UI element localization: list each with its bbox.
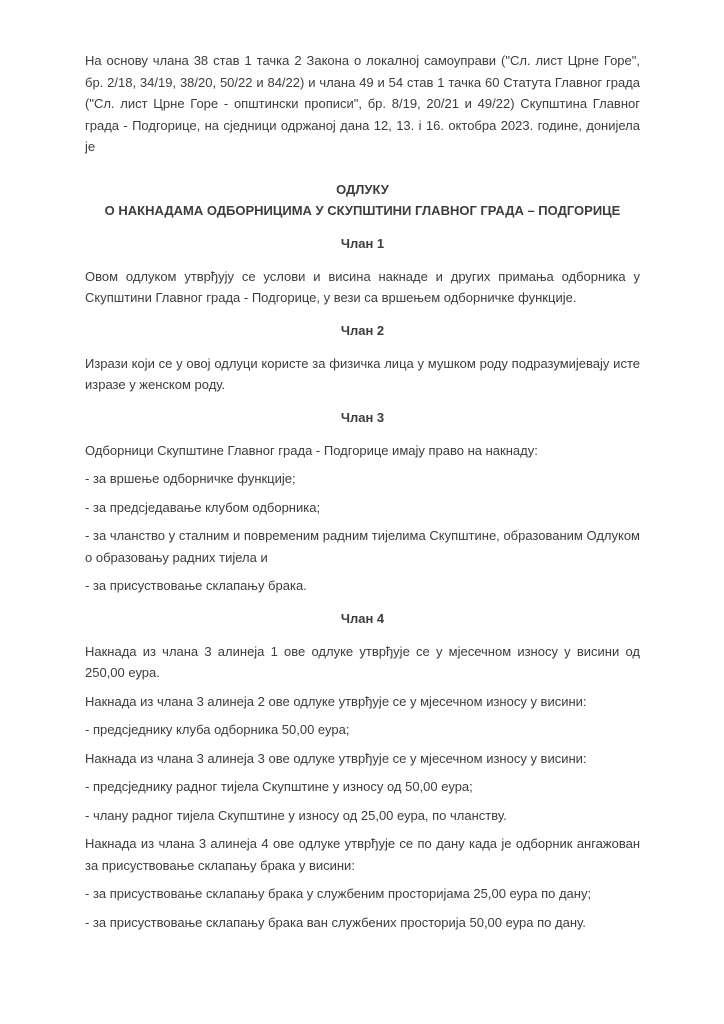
article-4-paragraph-1: Накнада из члана 3 алинеја 1 ове одлуке утврђује се у мјесечном износу у висини од 250,00 еура.: [85, 643, 640, 680]
decision-title: ОДЛУКУ: [336, 181, 389, 197]
article-3-bullet-3: - за чланство у сталним и повременим радним тијелима Скупштине, образованим Одлуком о образовању радних тијела и: [85, 528, 640, 565]
article-4: [85, 608, 640, 934]
article-2-paragraph: Изрази који се у овој одлуци користе за физичка лица у мушком роду подразумијевају исте изразе у женском роду.: [85, 355, 640, 392]
article-4-bullet-5: - за присуствовање склапању брака ван службених просторија 50,00 еура по дану.: [85, 914, 586, 930]
article-4-bullet-3: - члану радног тијела Скупштине у износу од 25,00 еура, по чланству.: [85, 807, 507, 823]
article-1: [85, 233, 640, 309]
article-1-paragraph: Овом одлуком утврђују се услови и висина накнаде и других примања одборника у Скупштини Главног града - Подгорице, у вези са вршењем одборничке функције.: [85, 268, 640, 305]
article-3-bullet-2: - за предсједавање клубом одборника;: [85, 499, 321, 515]
article-3-lead-paragraph: Одборници Скупштине Главног града - Подгорице имају право на накнаду:: [85, 442, 538, 458]
intro-paragraph: На основу члана 38 став 1 тачка 2 Закона о локалној самоуправи ("Сл. лист Црне Горе", бр. 2/18, 34/19, 38/20, 50/22 и 84/22) и члана 49 и 54 став 1 тачка 60 Статута Главног града ("Сл. лист Црне Горе - општински прописи", бр. 8/19, 20/21 и 49/22) Скупштина Главног града - Подгорице, на сједници одржаној дана 12, 13. i 16. октобра 2023. године, донијела је: [85, 53, 640, 154]
decision-title-block: [85, 179, 640, 221]
article-3-bullet-1: - за вршење одборничке функције;: [85, 471, 296, 486]
article-1-heading: Члан 1: [340, 235, 385, 251]
decision-subtitle: О НАКНАДАМА ОДБОРНИЦИМА У СКУПШТИНИ ГЛАВНОГ ГРАДА – ПОДГОРИЦЕ: [104, 202, 621, 218]
article-3: [85, 407, 640, 597]
article-3-bullet-4: - за присуствовање склапању брака.: [85, 578, 307, 593]
article-4-bullet-2: - предсједнику радног тијела Скупштине у износу од 50,00 еура;: [85, 779, 473, 794]
article-4-heading: Члан 4: [340, 610, 385, 626]
article-3-heading: Члан 3: [340, 409, 385, 425]
article-4-bullet-1: - предсједнику клуба одборника 50,00 еура;: [85, 722, 350, 737]
article-4-bullet-4: - за присуствовање склапању брака у службеним просторијама 25,00 еура по дану;: [85, 886, 592, 901]
article-4-paragraph-2: Накнада из члана 3 алинеја 2 ове одлуке утврђује се у мјесечном износу у висини:: [85, 693, 587, 709]
article-4-paragraph-4: Накнада из члана 3 алинеја 4 ове одлуке утврђује се по дану када је одборник ангажован за присуствовање склапању брака у висини:: [85, 836, 640, 873]
article-2: [85, 320, 640, 396]
article-4-paragraph-3: Накнада из члана 3 алинеја 3 ове одлуке утврђује се у мјесечном износу у висини:: [85, 750, 587, 766]
article-2-heading: Члан 2: [340, 322, 385, 338]
